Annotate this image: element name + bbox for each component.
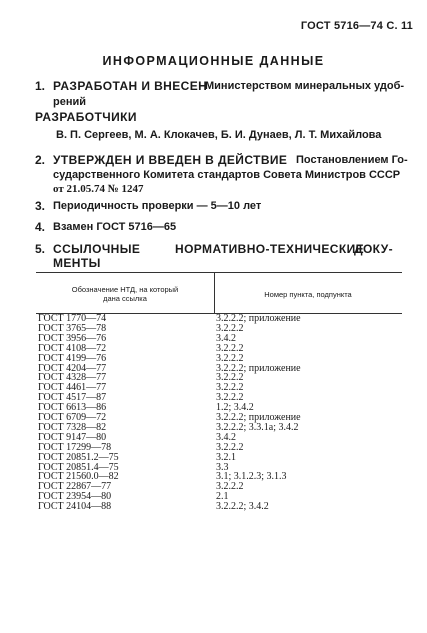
table-row-ref: ГОСТ 1770—74 [38,313,107,324]
table-row-ref: ГОСТ 4199—76 [38,352,107,364]
table-row-item: 3.4.2 [216,332,236,344]
table-row-ref: ГОСТ 9147—80 [38,431,107,443]
table-row-item: 3.2.2.2; приложение [216,362,301,374]
table-row-ref: ГОСТ 23954—80 [38,491,112,503]
item-1-number: 1. [35,79,46,93]
col1-header-line1: Обозначение НТД, на который [71,285,179,294]
item-3-text: Периодичность проверки — 5—10 лет [53,200,262,212]
item-1-text-line1: Министерством минеральных удоб- [205,80,405,92]
table-row-ref: ГОСТ 21560.0—82 [38,471,119,483]
references-table-header [36,272,402,314]
table-row-ref: ГОСТ 4328—77 [38,372,107,384]
table-row-ref: ГОСТ 4108—72 [38,342,107,354]
col2-header: Номер пункта, подпункта [264,290,352,299]
page-header-ref: ГОСТ 5716—74 С. 11 [300,20,413,32]
table-column-divider [214,273,215,313]
table-row-ref: ГОСТ 7328—82 [38,421,107,433]
table-row-ref: ГОСТ 20851.2—75 [38,451,119,463]
item-4-text: Взамен ГОСТ 5716—65 [53,221,177,233]
table-row-item: 3.2.2.2 [216,382,244,394]
table-row-item: 1.2; 3.4.2 [216,402,254,414]
table-row-ref: ГОСТ 20851.4—75 [38,461,119,473]
table-row-ref: ГОСТ 6709—72 [38,412,107,423]
table-row-item: 3.2.2.2 [216,342,244,354]
table-row-ref: ГОСТ 24104—88 [38,501,112,513]
item-1-text-line2: рений [53,96,87,108]
developers-names: В. П. Сергеев, М. А. Клокачев, Б. И. Дунаев, Л. Т. Михайлова [56,129,382,141]
col1-header [40,285,210,303]
item-3-number: 3. [35,199,46,213]
table-row-ref: ГОСТ 3956—76 [38,332,107,344]
table-row-ref: ГОСТ 22867—77 [38,481,112,493]
table-row-item: 3.2.2.2; 3.4.2 [216,501,269,513]
table-row-item: 3.2.2.2 [216,392,244,404]
table-row-item: 2.1 [216,491,229,503]
table-row-ref: ГОСТ 4517—87 [38,392,107,404]
table-row-item: 3.2.1 [216,451,236,463]
item-2-caps: УТВЕРЖДЕН И ВВЕДЕН В ДЕЙСТВИЕ [53,153,288,167]
table-row-ref: ГОСТ 3765—78 [38,322,107,334]
item-5-word-2: НОРМАТИВНО-ТЕХНИЧЕСКИЕ [175,242,365,256]
item-1-caps: РАЗРАБОТАН И ВНЕСЕН [53,79,208,93]
item-2-text-line1: Постановлением Го- [296,154,408,166]
section-title: ИНФОРМАЦИОННЫЕ ДАННЫЕ [102,54,325,68]
item-2-text-line2: сударственного Комитета стандартов Совета Министров СССР [53,169,401,181]
table-row-item: 3.2.2.2 [216,322,244,334]
developers-title: РАЗРАБОТЧИКИ [35,110,137,124]
item-5-number: 5. [35,242,46,256]
item-2-text-line3: от 21.05.74 № 1247 [53,183,144,195]
item-5-line-2: МЕНТЫ [53,256,101,270]
table-row-ref: ГОСТ 4461—77 [38,382,107,394]
table-row-ref: ГОСТ 6613—86 [38,402,107,414]
table-row-ref: ГОСТ 17299—78 [38,441,112,453]
table-row-item: 3.2.2.2; приложение [216,313,301,324]
table-row-item: 3.2.2.2 [216,481,244,493]
table-row-item: 3.2.2.2 [216,441,244,453]
item-5-word-3: ДОКУ- [354,242,393,256]
item-5-word-1: ССЫЛОЧНЫЕ [53,242,141,256]
item-2-number: 2. [35,153,46,167]
table-row-item: 3.1; 3.1.2.3; 3.1.3 [216,471,287,483]
table-row-item: 3.2.2.2 [216,352,244,364]
col1-header-line2: дана ссылка [103,294,147,303]
item-4-number: 4. [35,220,46,234]
table-row-ref: ГОСТ 4204—77 [38,362,107,374]
table-row-item: 3.2.2.2; приложение [216,412,301,423]
table-row-item: 3.2.2.2; 3.3.1а; 3.4.2 [216,421,299,433]
table-row-item: 3.2.2.2 [216,372,244,384]
table-row-item: 3.3 [216,461,229,473]
table-row-item: 3.4.2 [216,431,236,443]
